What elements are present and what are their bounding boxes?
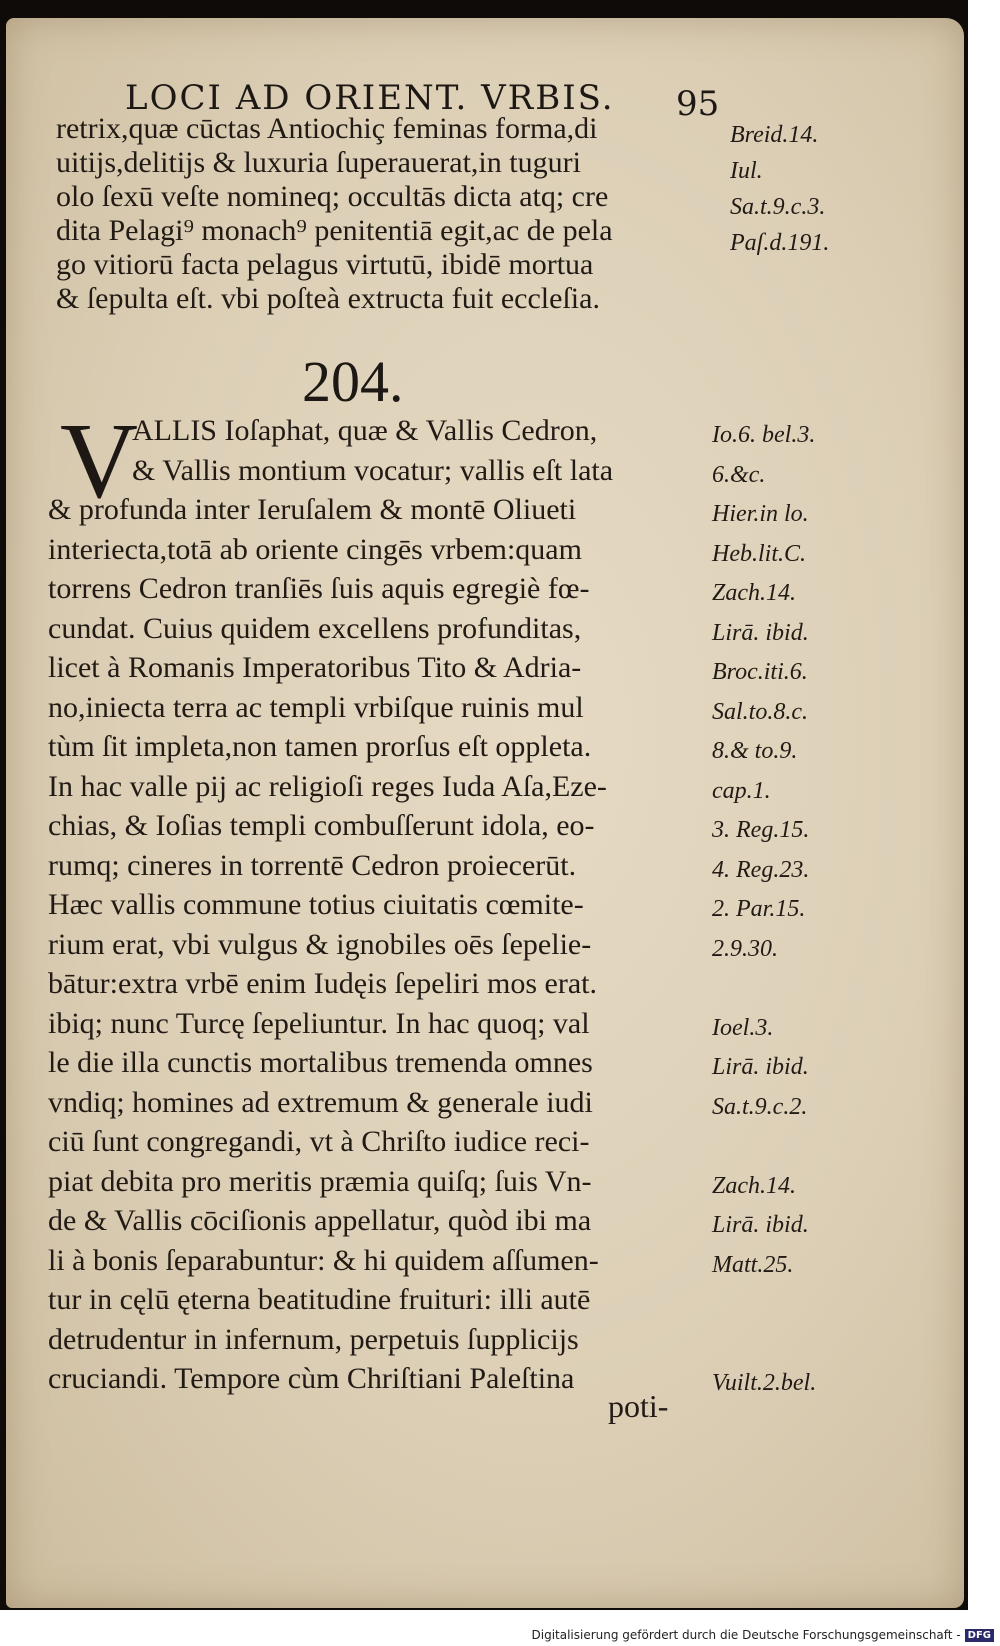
margin-note: Breid.14. bbox=[730, 122, 819, 148]
text-line: vndiq; homines ad extremum & generale iudi bbox=[48, 1085, 593, 1119]
text-line: rumq; cineres in torrentē Cedron proiecerūt. bbox=[48, 848, 577, 882]
margin-note: Zach.14. bbox=[712, 580, 796, 606]
drop-cap: V bbox=[60, 402, 138, 521]
text-line: tur in cęlū ęterna beatitudine fruituri: illi autē bbox=[48, 1283, 591, 1316]
margin-note: 3. Reg.15. bbox=[712, 817, 810, 843]
text-line: tùm ſit impleta,non tamen prorſus eſt oppleta. bbox=[48, 730, 592, 763]
text-line: rium erat, vbi vulgus & ignobiles oēs ſepelie- bbox=[48, 927, 592, 961]
text-line: torrens Cedron tranſiēs ſuis aquis egregiè fœ- bbox=[48, 572, 590, 605]
margin-note: Vuilt.2.bel. bbox=[712, 1370, 817, 1396]
margin-note: Lirā. ibid. bbox=[712, 1054, 809, 1080]
text-line: Hæc vallis commune totius ciuitatis cœmite- bbox=[48, 888, 584, 921]
text-line: piat debita pro meritis præmia quiſq; ſuis Vn- bbox=[48, 1164, 592, 1198]
page-number: 95 bbox=[676, 84, 720, 124]
text-line: cundat. Cuius quidem excellens profunditas, bbox=[48, 611, 582, 645]
digitization-footer bbox=[532, 1628, 995, 1642]
text-line: cruciandi. Tempore cùm Chriſtiani Paleſtina bbox=[48, 1362, 575, 1395]
section-number: 204. bbox=[302, 349, 404, 414]
margin-note: Iul. bbox=[730, 158, 763, 184]
text-line: & ſepulta eſt. vbi poſteà extructa fuit eccleſia. bbox=[56, 282, 600, 315]
text-line: licet à Romanis Imperatoribus Tito & Adria- bbox=[48, 651, 582, 684]
text-line: go vitiorū facta pelagus virtutū, ibidē mortua bbox=[56, 248, 594, 281]
text-line: ALLIS Ioſaphat, quæ & Vallis Cedron, bbox=[132, 414, 598, 447]
footer-text: Digitalisierung gefördert durch die Deutsche Forschungsgemeinschaft - bbox=[531, 1628, 961, 1642]
margin-note: Sa.t.9.c.3. bbox=[730, 194, 826, 220]
margin-note: 6.&c. bbox=[712, 461, 766, 488]
dfg-badge: DFG bbox=[965, 1629, 994, 1642]
text-line: dita Pelagi⁹ monach⁹ penitentiā egit,ac de pela bbox=[56, 214, 613, 247]
margin-note: Hier.in lo. bbox=[712, 501, 809, 527]
margin-note: Lirā. ibid. bbox=[712, 619, 809, 646]
margin-note: Lirā. ibid. bbox=[712, 1212, 809, 1238]
margin-note: Broc.iti.6. bbox=[712, 659, 808, 685]
text-line: retrix,quæ cūctas Antiochiç feminas forma,di bbox=[56, 112, 598, 145]
text-line: & profunda inter Ieruſalem & montē Oliueti bbox=[48, 493, 577, 526]
text-line: interiecta,totā ab oriente cingēs vrbem:quam bbox=[48, 532, 582, 566]
text-line: no,iniecta terra ac templi vrbiſque ruinis mul bbox=[48, 690, 584, 724]
text-line: de & Vallis cōciſionis appellatur, quòd ibi ma bbox=[48, 1204, 592, 1237]
catchword: poti- bbox=[608, 1388, 669, 1424]
margin-note: Paſ.d.191. bbox=[730, 230, 830, 256]
text-line: In hac valle pij ac religioſi reges Iuda Aſa,Eze- bbox=[48, 769, 607, 803]
margin-note: Zach.14. bbox=[712, 1172, 796, 1199]
margin-note: 2. Par.15. bbox=[712, 896, 806, 922]
margin-note: Matt.25. bbox=[712, 1251, 794, 1278]
text-line: ibiq; nunc Turcę ſepeliuntur. In hac quoq; val bbox=[48, 1006, 590, 1040]
text-line: le die illa cunctis mortalibus tremenda omnes bbox=[48, 1046, 593, 1079]
running-header: LOCI AD ORIENT. VRBIS. bbox=[125, 78, 615, 118]
margin-note: Heb.lit.C. bbox=[712, 540, 806, 567]
margin-note: 4. Reg.23. bbox=[712, 856, 810, 883]
text-line: li à bonis ſeparabuntur: & hi quidem aſſumen- bbox=[48, 1243, 599, 1277]
margin-note: Sa.t.9.c.2. bbox=[712, 1093, 808, 1120]
margin-note: Io.6. bel.3. bbox=[712, 422, 816, 448]
text-line: uitijs,delitijs & luxuria ſuperauerat,in tuguri bbox=[56, 146, 581, 179]
margin-note: Ioel.3. bbox=[712, 1014, 774, 1041]
text-line: bātur:extra vrbē enim Iudęis ſepeliri mos erat. bbox=[48, 967, 597, 1000]
margin-note: cap.1. bbox=[712, 777, 771, 804]
text-line: & Vallis montium vocatur; vallis eſt lata bbox=[132, 453, 614, 487]
margin-note: Sal.to.8.c. bbox=[712, 698, 808, 725]
text-line: detrudentur in infernum, perpetuis ſupplicijs bbox=[48, 1322, 579, 1356]
text-line: chias, & Ioſias templi combuſſerunt idola, eo- bbox=[48, 809, 595, 842]
text-line: ciū ſunt congregandi, vt à Chriſto iudice reci- bbox=[48, 1125, 590, 1158]
margin-note: 2.9.30. bbox=[712, 935, 778, 962]
margin-note: 8.& to.9. bbox=[712, 738, 798, 764]
text-line: olo ſexū veſte nomineq; occultās dicta atq; cre bbox=[56, 180, 609, 213]
